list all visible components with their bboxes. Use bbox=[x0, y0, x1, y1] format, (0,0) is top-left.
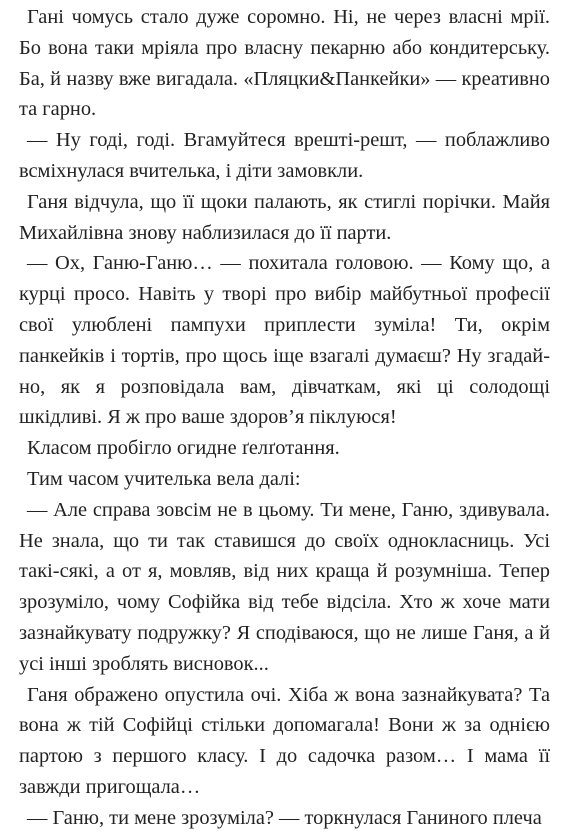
paragraph: — Але справа зовсім не в цьому. Ти мене, Ганю, здивувала. Не знала, що ти так ставишся до своїх однокласниць. Усі такі-сякі, а от я, мовляв, від них краща й розумніша. Тепер зрозуміло, чому Софійка від тебе відсіла. Хто ж хоче мати зазнайкувату подружку? Я сподіваюся, що не лише Ганя, а й усі інші зроблять висновок... bbox=[19, 498, 550, 675]
paragraph: Ганя відчула, що її щоки палають, як стиглі порічки. Майя Михайлівна знову наблизилася до її парти. bbox=[19, 190, 550, 244]
paragraph: Гані чомусь стало дуже соромно. Ні, не через власні мрії. Бо вона таки мріяла про власну пекарню або кондитерську. Ба, й назву вже вигадала. «Пляцки&Панкейки» — креативно та гарно. bbox=[19, 6, 550, 121]
paragraph: — Ну годі, годі. Вгамуйтеся врешті-решт, — поблажливо всміхнулася вчителька, і діти замовкли. bbox=[19, 129, 550, 182]
paragraph: — Ох, Ганю-Ганю… — похитала головою. — Кому що, а курці просо. Навіть у творі про вибір майбутньої професії свої улюблені пампухи приплести зуміла! Ти, окрім панкейків і тортів, про щось іще взагалі думаєш? Ну згадайно, як я розповідала вам, дівчаткам, які ці солодощі шкідливі. Я ж про ваше здоров’я піклуюся! bbox=[19, 252, 550, 429]
paragraph: — Ганю, ти мене зрозуміла? — торкнулася Ганиного плеча bbox=[27, 806, 542, 829]
paragraph: Ганя ображено опустила очі. Хіба ж вона зазнайкувата? Та вона ж тій Софійці стільки допомагала! Вони ж за однією партою з першого класу. І до садочка разом… І мама її завжди пригощала… bbox=[19, 683, 550, 798]
paragraph: Класом пробігло огидне ґелґотання. bbox=[27, 437, 340, 460]
book-page-text bbox=[19, 2, 550, 834]
paragraph: Тим часом учителька вела далі: bbox=[27, 467, 301, 490]
